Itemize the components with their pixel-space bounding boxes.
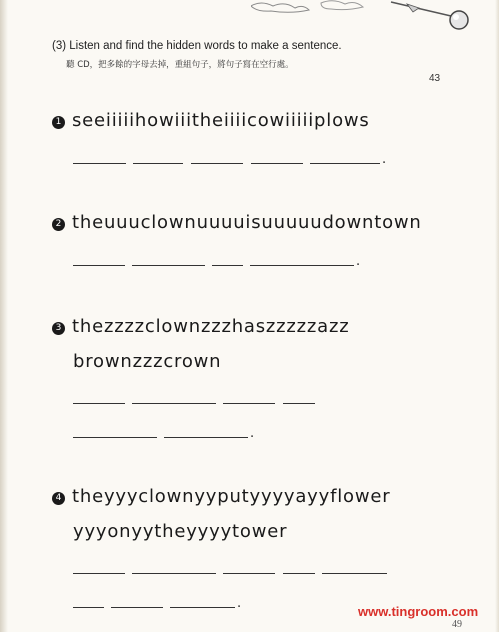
site-watermark: www.tingroom.com [358,604,479,619]
answer-blank[interactable] [132,403,216,404]
scrambled-text: thezzzzclownzzzhaszzzzzazz [72,316,350,337]
answer-blank[interactable] [73,163,126,164]
sentence-period: . [250,426,255,441]
scrambled-text: seeiiiiihowiiitheiiiicowiiiiiplows [72,110,370,131]
exercise-instruction-chinese: 聽 CD，把多餘的字母去掉，重組句子，將句子寫在空行處。 [66,60,294,70]
answer-blank[interactable] [223,573,275,574]
answer-blank[interactable] [73,403,125,404]
exercise-instruction: (3) Listen and find the hidden words to make a sentence. [52,40,342,52]
answer-blanks-3a[interactable] [73,390,333,404]
answer-blanks-4b[interactable] [73,594,273,611]
cloud-magnifier-illustration-icon [251,0,471,34]
side-number: 43 [429,73,441,84]
answer-blanks-3b[interactable] [73,424,293,441]
scrambled-line [52,214,422,232]
answer-blank[interactable] [283,403,315,404]
exercise-item-3 [52,318,350,371]
answer-blank[interactable] [132,573,216,574]
answer-blanks-2[interactable] [73,252,373,269]
answer-blank[interactable] [73,607,104,608]
book-spine-shadow [0,0,8,632]
scrambled-line [52,488,390,506]
answer-blank[interactable] [133,163,183,164]
answer-blank[interactable] [322,573,387,574]
answer-blank[interactable] [250,265,354,266]
sentence-period: . [237,596,242,611]
item-number-badge: 2 [52,218,65,231]
answer-blank[interactable] [251,163,303,164]
scrambled-line [52,112,370,130]
answer-blank[interactable] [212,265,243,266]
item-number-badge: 4 [52,492,65,505]
answer-blanks-1[interactable] [73,150,393,167]
answer-blank[interactable] [191,163,243,164]
scrambled-line: yyyonyytheyyyytower [73,521,288,542]
scrambled-text: theyyyclownyyputyyyyayyflower [72,486,391,507]
page-edge-shadow [495,0,499,632]
scrambled-line: brownzzzcrown [73,351,222,372]
item-number-badge: 3 [52,322,65,335]
answer-blank[interactable] [73,265,125,266]
answer-blank[interactable] [132,265,205,266]
scrambled-line [52,318,350,336]
answer-blank[interactable] [73,573,125,574]
answer-blank[interactable] [111,607,163,608]
answer-blanks-4a[interactable] [73,560,393,574]
exercise-item-2 [52,214,422,232]
answer-blank[interactable] [170,607,235,608]
exercise-item-1 [52,112,370,130]
exercise-item-4 [52,488,390,541]
scrambled-text: theuuuclownuuuuisuuuuudowntown [72,212,422,233]
sentence-period: . [382,152,387,167]
answer-blank[interactable] [73,437,157,438]
item-number-badge: 1 [52,116,65,129]
answer-blank[interactable] [223,403,275,404]
sentence-period: . [356,254,361,269]
answer-blank[interactable] [283,573,315,574]
page-number: 49 [452,619,462,630]
answer-blank[interactable] [310,163,380,164]
answer-blank[interactable] [164,437,248,438]
